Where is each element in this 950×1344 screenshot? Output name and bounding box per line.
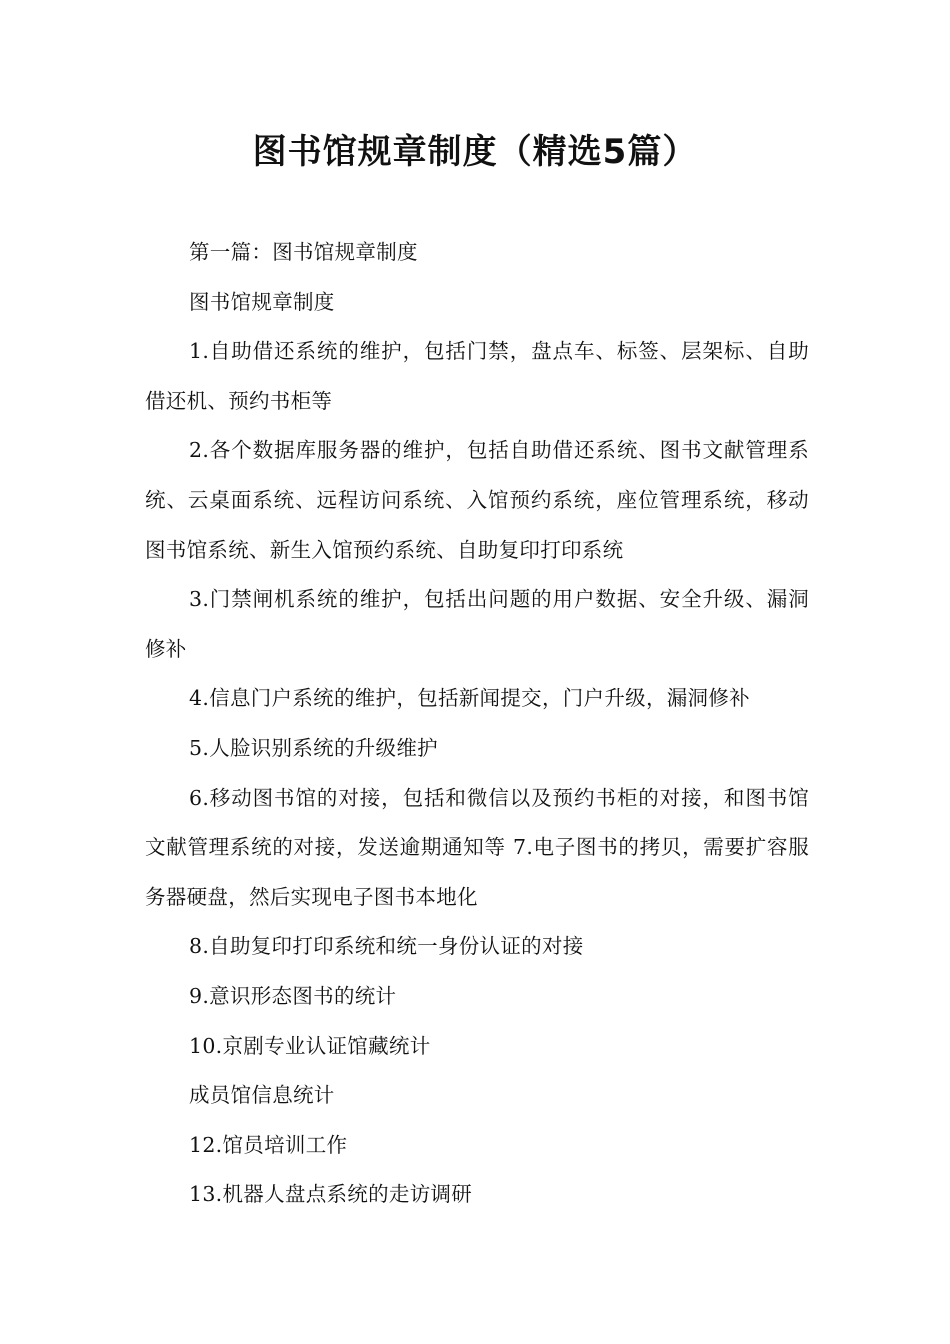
list-item: 3.门禁闸机系统的维护，包括出问题的用户数据、安全升级、漏洞修补 — [145, 587, 809, 661]
list-item: 10.京剧专业认证馆藏统计 — [189, 1033, 431, 1058]
list-item: 13.机器人盘点系统的走访调研 — [189, 1182, 473, 1207]
subsection-heading: 图书馆规章制度 — [189, 289, 335, 314]
list-item: 1.自助借还系统的维护，包括门禁，盘点车、标签、层架标、自助借还机、预约书柜等 — [145, 339, 809, 413]
document-body — [145, 228, 809, 1220]
list-item: 12.馆员培训工作 — [189, 1132, 348, 1157]
list-item: 6.移动图书馆的对接，包括和微信以及预约书柜的对接，和图书馆文献管理系统的对接，发送逾期通知等 7.电子图书的拷贝，需要扩容服务器硬盘，然后实现电子图书本地化 — [145, 785, 809, 909]
list-item: 4.信息门户系统的维护，包括新闻提交，门户升级，漏洞修补 — [189, 686, 750, 711]
list-item: 5.人脸识别系统的升级维护 — [189, 735, 438, 760]
list-item: 2.各个数据库服务器的维护，包括自助借还系统、图书文献管理系统、云桌面系统、远程访问系统、入馆预约系统，座位管理系统，移动图书馆系统、新生入馆预约系统、自助复印打印系统 — [145, 438, 809, 562]
list-item: 成员馆信息统计 — [189, 1083, 335, 1108]
document-title: 图书馆规章制度（精选5篇） — [252, 132, 698, 172]
list-item: 9.意识形态图书的统计 — [189, 983, 397, 1008]
list-item: 8.自助复印打印系统和统一身份认证的对接 — [189, 934, 584, 959]
section-heading: 第一篇：图书馆规章制度 — [189, 240, 418, 264]
